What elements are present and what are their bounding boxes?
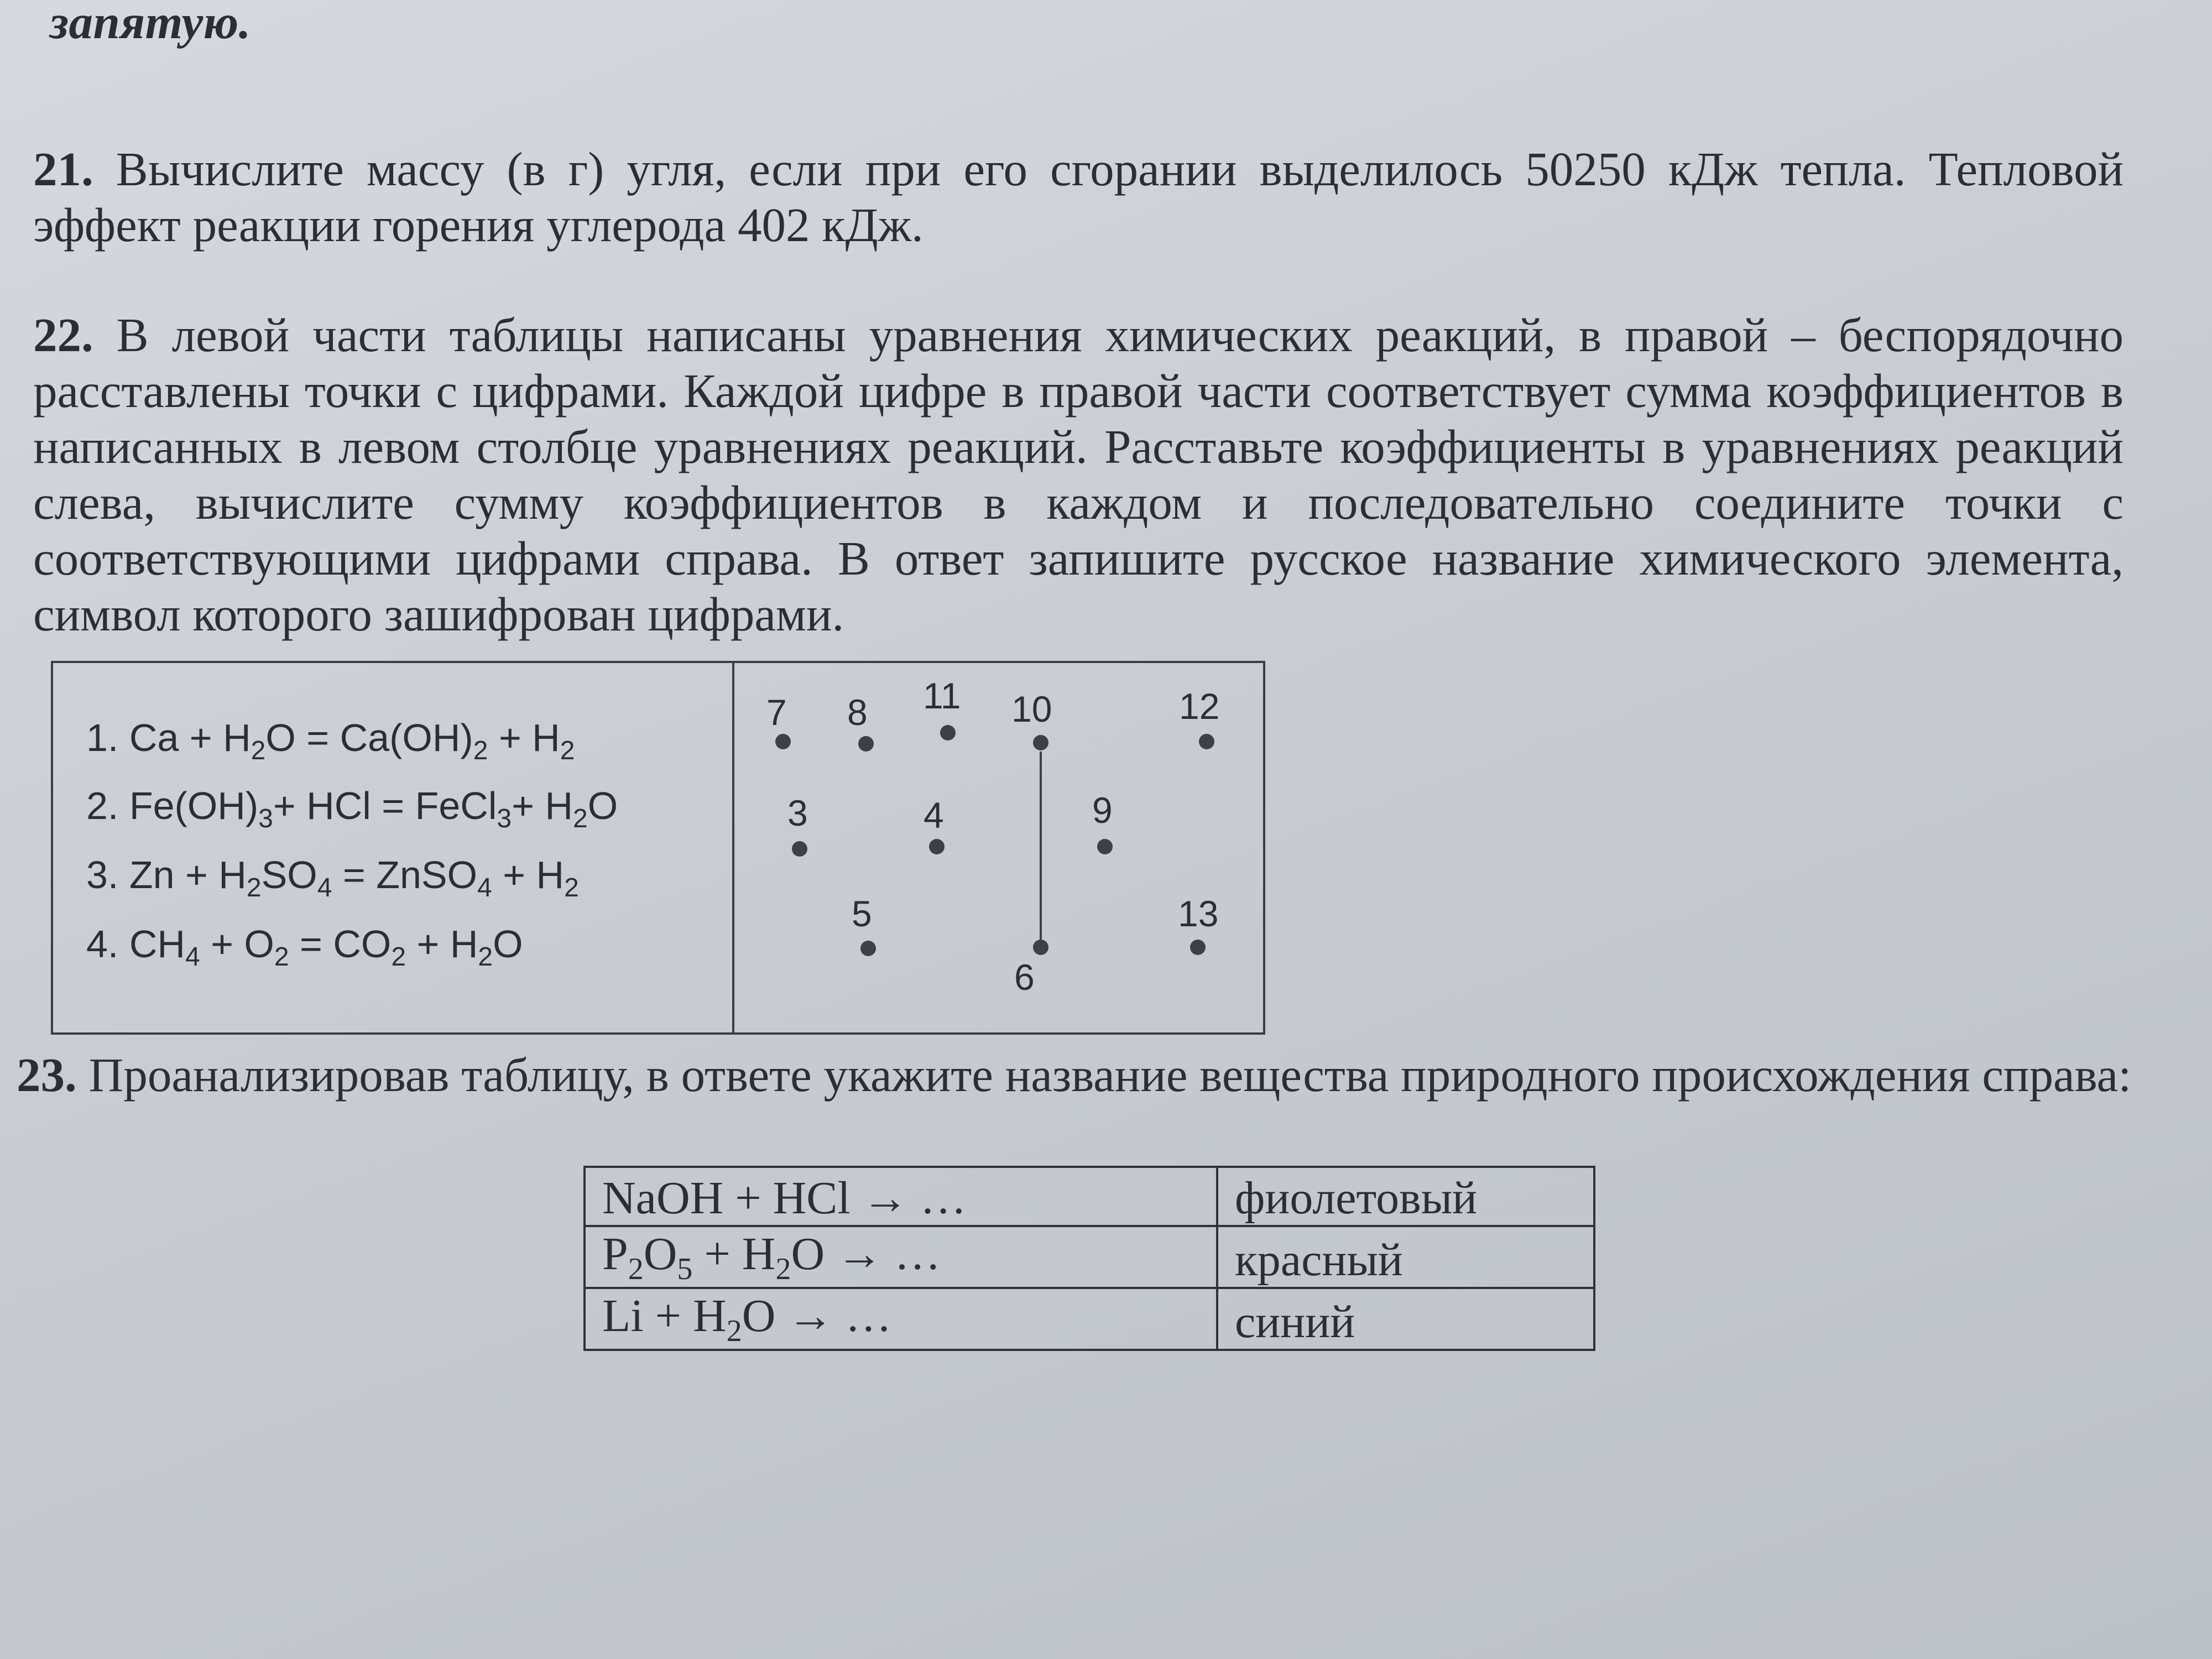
table-row [585,1167,1594,1226]
eq-part: = CO [289,922,392,966]
point-dot [775,734,791,749]
point-dot [858,736,874,752]
eq-part: + O [200,922,274,966]
eq-sub: 2 [560,736,575,765]
eq-sub: 2 [473,736,488,765]
dot-label: 5 [852,893,872,934]
eq-sub: 4 [317,873,332,902]
eq-part: + H [488,716,560,759]
equation-number: 2. [86,784,119,827]
reaction-text: O → … [791,1228,941,1280]
eq-part: O = Ca(OH) [265,716,473,759]
connecting-line [1040,752,1042,945]
task-22-text: В левой части таблицы написаны уравнения химических реакций, в правой – беспорядочно расставлены точки с цифрами. Каждой цифре в правой части соответствует сумма коэффициентов в написанных в левом столбце уравнениях реакций. Расставьте коэффициенты в уравнениях реакций слева, вычислите сумму коэффициентов в каждом и последовательно соедините точки с соответствующими цифрами справа. В ответ запишите русское название химического элемента, символ которого зашифрован цифрами. [33,308,2124,641]
eq-part: O [587,784,618,827]
point-dot [940,725,956,740]
eq-sub: 4 [477,873,492,902]
dot-label: 4 [924,795,944,836]
previous-task-fragment: запятую. [50,0,252,49]
eq-sub: 3 [258,804,273,833]
task-23-number: 23. [17,1048,77,1102]
point-dot [929,839,945,854]
eq-sub: 3 [497,804,512,833]
point-dot [860,941,876,956]
table-row [585,1288,1594,1350]
task-22-number: 22. [33,308,93,362]
color-cell: синий [1217,1288,1594,1350]
table-divider [732,663,734,1032]
eq-sub: 2 [391,942,406,972]
eq-part: O [493,922,523,966]
color-cell: фиолетовый [1217,1167,1594,1226]
color-cell: красный [1217,1226,1594,1288]
reaction-text: O → … [742,1290,892,1342]
eq-sub: 2 [246,873,262,902]
task-22 [33,307,2124,642]
reaction-cell [585,1288,1217,1350]
point-dot [1033,735,1048,750]
dot-label: 13 [1178,893,1219,934]
eq-part: + H [512,784,573,827]
eq-sub: 2 [274,942,289,972]
task-23 [17,1047,2151,1103]
dot-label: 12 [1179,686,1220,727]
reaction-text: P [602,1228,628,1280]
equation-number: 3. [86,853,119,896]
dot-label: 9 [1092,790,1113,831]
point-dot [1190,940,1206,955]
reaction-sub: 2 [726,1313,742,1348]
dot-label: 6 [1014,957,1035,998]
eq-sub: 2 [251,736,266,765]
equation-4 [86,922,523,979]
dot-label: 8 [847,692,868,733]
reaction-sub: 5 [677,1251,693,1286]
task-23-text: Проанализировав таблицу, в ответе укажите название вещества природного происхождения справа: [88,1048,2132,1102]
eq-part: Ca + H [129,716,251,759]
table-row [585,1226,1594,1288]
point-dot [1097,839,1113,854]
task-21-text: Вычислите массу (в г) угля, если при его сгорании выделилось 50250 кДж тепла. Тепловой эффект реакции горения углерода 402 кДж. [33,142,2124,252]
point-dot [1199,734,1214,749]
task-21 [33,141,2124,253]
equation-2 [86,784,618,841]
eq-sub: 2 [564,873,579,902]
reaction-cell [585,1226,1217,1288]
eq-part: Zn + H [129,853,247,896]
reaction-sub: 2 [628,1251,644,1286]
eq-part: Fe(OH) [129,784,259,827]
dot-label: 11 [923,675,961,716]
equation-1 [86,716,575,773]
dot-label: 7 [766,692,787,733]
equation-3 [86,853,579,910]
reaction-cell [585,1167,1217,1226]
reaction-text: NaOH + HCl → … [602,1172,967,1224]
reaction-text: + H [692,1228,776,1280]
eq-part: + HCl = FeCl [273,784,497,827]
indicators-table [583,1166,1595,1351]
point-dot [792,841,807,857]
reaction-text: Li + H [602,1290,727,1342]
dot-label: 3 [787,792,808,833]
equation-number: 4. [86,922,119,966]
point-dot [1033,940,1048,955]
task-21-number: 21. [33,142,93,196]
eq-part: SO [261,853,317,896]
equation-number: 1. [86,716,119,759]
eq-sub: 2 [478,942,493,972]
equations-table [51,661,1265,1035]
eq-sub: 2 [573,804,588,833]
eq-part: + H [406,922,478,966]
eq-part: = ZnSO [332,853,478,896]
dot-label: 10 [1011,688,1052,729]
eq-sub: 4 [185,942,200,972]
eq-part: CH [129,922,185,966]
reaction-sub: 2 [775,1251,791,1286]
reaction-text: O [643,1228,677,1280]
eq-part: + H [492,853,565,896]
